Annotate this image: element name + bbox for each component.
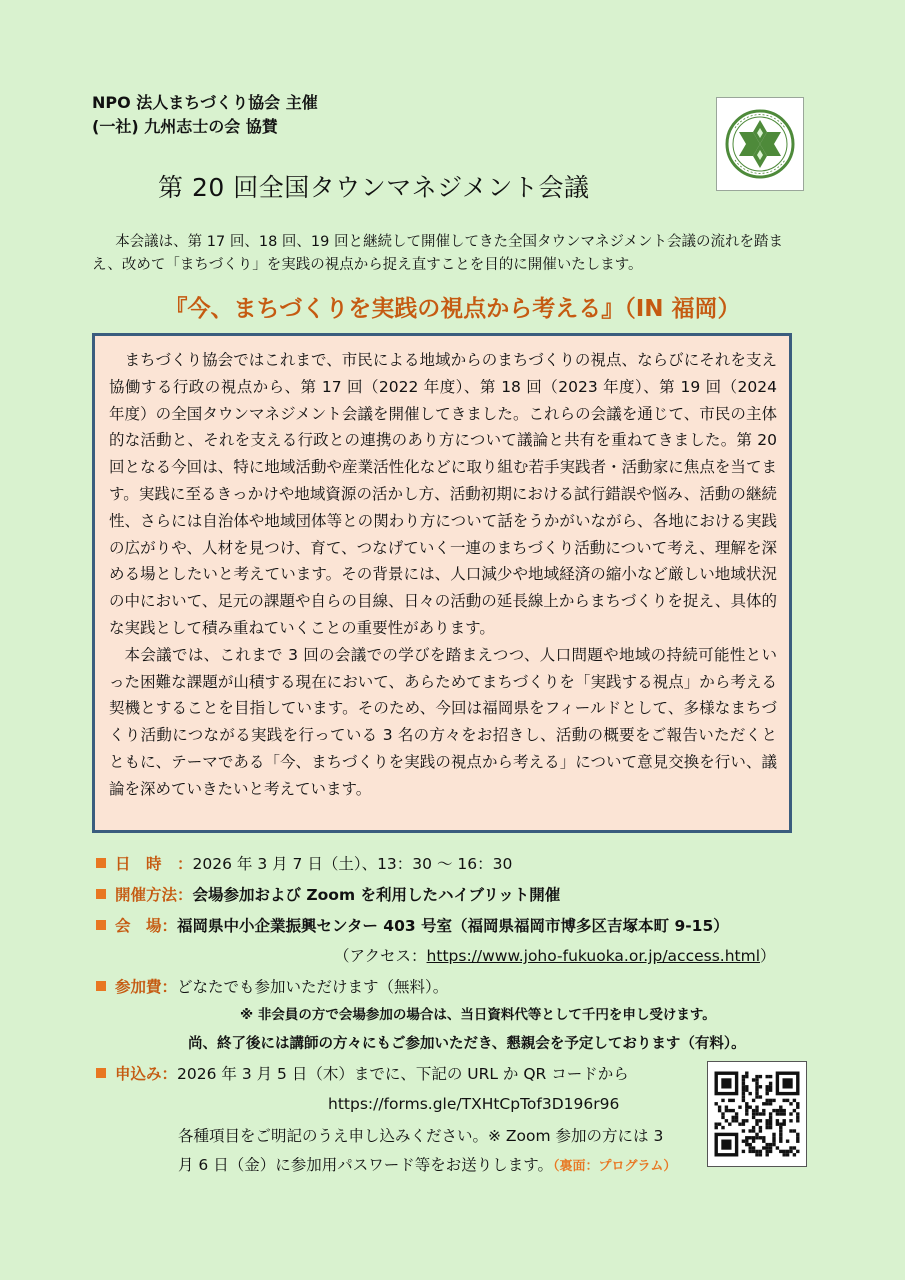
fee-label: 参加費： [115,978,178,996]
bullet-icon [96,889,106,899]
machizukuri-kyokai-logo-icon [716,97,804,191]
theme-heading: 『今、まちづくりを実践の視点から考える』（IN 福岡） [164,296,741,322]
qr-code-icon[interactable] [707,1061,807,1167]
organizer-text: NPO 法人まちづくり協会 主催 [92,93,318,112]
datetime-row [96,853,512,875]
fee-note-2: 尚、終了後には講師の方々にもご参加いただき、懇親会を予定しております（有料）。 [188,1036,746,1052]
venue-row [96,915,729,937]
method-row [96,884,560,906]
intro-body: 本会議は、第 17 回、18 回、19 回と継続して開催してきた全国タウンマネジメント会議の流れを踏まえ、改めて「まちづくり」を実践の視点から捉え直すことを目的に開催いたします。 [92,234,784,273]
page-title: 第 20 回全国タウンマネジメント会議 [158,173,590,202]
bullet-icon [96,981,106,991]
bullet-icon [96,1068,106,1078]
fee-value: どなたでも参加いただけます（無料）。 [177,978,449,996]
access-link[interactable]: https://www.joho-fukuoka.or.jp/access.html [426,947,761,965]
description-box [92,333,792,833]
datetime-label: 日 時 ： [115,855,193,873]
back-note: （裏面：プログラム） [552,1159,677,1174]
venue-value: 福岡県中小企業振興センター 403 号室（福岡県福岡市博多区吉塚本町 9-15） [177,917,729,935]
description-paragraph-1: まちづくり協会ではこれまで、市民による地域からのまちづくりの視点、ならびにそれを支え協働する行政の視点から、第 17 回（2022 年度）、第 18 回（2023 年度）、第 19 回（2024 年度）の全国タウンマネジメント会議を開催してきました。これらの会議を通じて、市民の主体的な活動と、それを支える行政との連携のあり方について議論と共有を重ねてきました。第 20 回となる今回は、特に地域活動や産業活性化などに取り組む若手実践者・活動家に焦点を当てます。実践に至るきっかけや地域資源の活かし方、活動初期における試行錯誤や悩み、活動の継続性、さらには自治体や地域団体等との関わり方について話をうかがいながら、各地における実践の広がりや、人材を見つけ、育て、つなげていく一連のまちづくり活動について考え、理解を深める場としたいと考えています。その背景には、人口減少や地域経済の縮小など厳しい地域状況の中において、足元の課題や自らの目線、日々の活動の延長線上からまちづくりを捉え、具体的な実践として積み重ねていくことの重要性があります。 [109,351,777,637]
fee-note-1: ※ 非会員の方で会場参加の場合は、当日資料代等として千円を申し受けます。 [240,1007,716,1023]
access-row [334,945,776,967]
method-value: 会場参加および Zoom を利用したハイブリット開催 [192,886,561,904]
apply-note-1: 各種項目をご明記のうえ申し込みください。※ Zoom 参加の方には 3 [178,1127,664,1145]
access-suffix: ） [760,947,776,965]
apply-value: 2026 年 3 月 5 日（木）までに、下記の URL か QR コードから [177,1065,629,1083]
description-paragraph-2: 本会議では、これまで 3 回の会議での学びを踏まえつつ、人口問題や地域の持続可能性といった困難な課題が山積する現在において、あらためてまちづくりを「実践する視点」から考える契機とすることを目指しています。そのため、今回は福岡県をフィールドとして、多様なまちづくり活動につながる実践を行っている 3 名の方々をお招きし、活動の概要をご報告いただくとともに、テーマである「今、まちづくりを実践の視点から考える」について意見交換を行い、議論を深めていきたいと考えています。 [109,645,777,798]
fee-row [96,976,448,998]
venue-label: 会 場： [115,917,178,935]
apply-note-2-row [178,1154,676,1178]
apply-note-2: 月 6 日（金）に参加用パスワード等をお送りします。 [178,1156,553,1174]
access-prefix: （アクセス： [334,947,427,965]
apply-label: 申込み： [115,1065,178,1083]
apply-row [96,1063,629,1085]
bullet-icon [96,858,106,868]
intro-text [92,231,808,277]
apply-url[interactable]: https://forms.gle/TXHtCpTof3D196r96 [328,1095,620,1113]
bullet-icon [96,920,106,930]
datetime-value: 2026 年 3 月 7 日（土）、13：30 〜 16：30 [192,855,513,873]
sponsor-text: (一社) 九州志士の会 協賛 [92,117,278,136]
method-label: 開催方法： [115,886,193,904]
